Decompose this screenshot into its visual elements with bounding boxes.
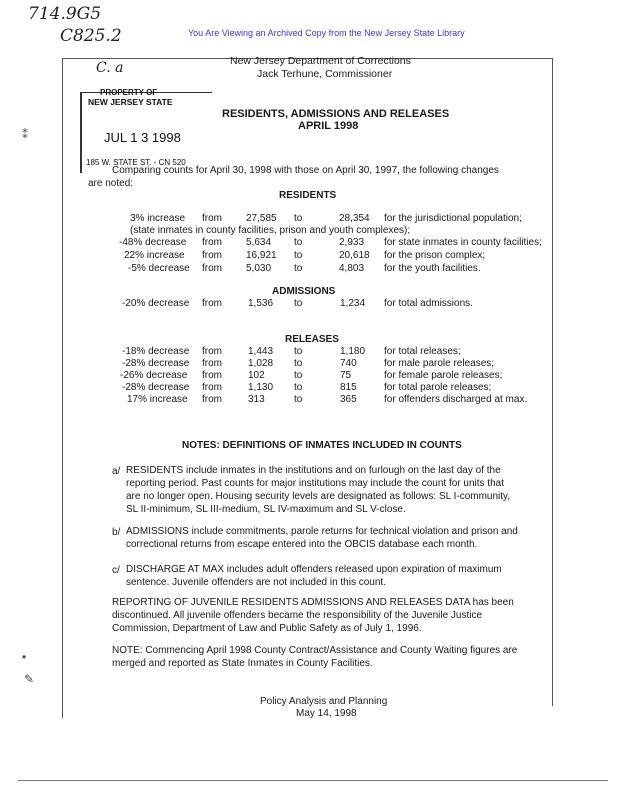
from-value: 313 [248, 394, 265, 405]
row-description: for offenders discharged at max. [384, 394, 528, 405]
pct-change: -48% decrease [119, 237, 187, 248]
handwritten-corner-note: C. a [96, 60, 124, 76]
from-word: from [202, 394, 222, 405]
intro-line-1: Comparing counts for April 30, 1998 with those on April 30, 1997, the following changes [112, 165, 499, 176]
to-word: to [294, 237, 303, 248]
note-a-text: RESIDENTS include inmates in the institutions and on furlough on the last day of the reporting period. Past counts for major institutions may include the count for units that are no longer open. Housing security levels are designated as follows: SL I-community, SL II-minimum, SL III-medium, SL IV-maximum and SL V-close. [126, 465, 511, 515]
to-value: 2,933 [339, 237, 365, 248]
row-description: for the prison complex; [384, 250, 486, 261]
report-title: RESIDENTS, ADMISSIONS AND RELEASES [222, 108, 450, 120]
note-b-text: ADMISSIONS include commitments, parole returns for technical violation and prison and correctional returns from escape entered into the OBCIS database each month. [126, 526, 518, 550]
document-border-left [62, 58, 63, 718]
to-value: 815 [340, 382, 357, 393]
note-c-text: DISCHARGE AT MAX includes adult offenders released upon expiration of maximum sentence. Juvenile offenders are not included in this count. [126, 564, 502, 588]
archive-banner: You Are Viewing an Archived Copy from the New Jersey State Library [188, 28, 465, 38]
handwritten-classification: C825.2 [60, 26, 122, 46]
row-description: for the youth facilities. [384, 263, 481, 274]
to-value: 365 [340, 394, 357, 405]
intro-line-2: are noted: [88, 178, 134, 189]
from-word: from [202, 298, 222, 309]
row-description: for male parole releases; [384, 358, 495, 369]
to-value: 1,180 [340, 346, 366, 357]
from-word: from [202, 250, 222, 261]
to-value: 28,354 [339, 213, 370, 224]
to-word: to [294, 394, 303, 405]
footer-office: Policy Analysis and Planning [260, 696, 388, 707]
from-value: 5,634 [246, 237, 272, 248]
document-border-right [552, 58, 553, 706]
from-value: 27,585 [246, 213, 277, 224]
note-c-label: c/ [112, 565, 120, 576]
row-description: for female parole releases; [384, 370, 503, 381]
pct-change: -18% decrease [122, 346, 190, 357]
releases-heading: RELEASES [285, 334, 339, 345]
scan-artifact: ✎ [24, 672, 35, 686]
stamp-date: JUL 1 3 1998 [104, 130, 181, 145]
from-value: 16,921 [246, 250, 277, 261]
note-a-label: a/ [112, 466, 121, 477]
row-description: for the jurisdictional population; [384, 213, 522, 224]
to-value: 20,618 [339, 250, 370, 261]
scan-artifact: ⁑ [22, 128, 28, 142]
from-word: from [202, 382, 222, 393]
pct-change: 3% increase [130, 213, 186, 224]
pct-change: -28% decrease [122, 382, 190, 393]
stamp-address: 185 W. STATE ST. - CN 520 [86, 158, 186, 167]
to-value: 75 [340, 370, 352, 381]
to-word: to [294, 213, 303, 224]
from-word: from [202, 358, 222, 369]
from-value: 5,030 [246, 263, 272, 274]
row-description: for total admissions. [384, 298, 473, 309]
scan-artifact: • [22, 650, 27, 664]
bottom-rule [18, 780, 608, 781]
pct-change: 22% increase [124, 250, 185, 261]
from-value: 102 [248, 370, 265, 381]
to-value: 1,234 [340, 298, 366, 309]
admissions-heading: ADMISSIONS [272, 286, 336, 297]
county-facilities-note: NOTE: Commencing April 1998 County Contract/Assistance and County Waiting figures are merged and reported as State Inmates in County Facilities. [112, 645, 518, 669]
to-value: 4,803 [339, 263, 365, 274]
from-word: from [202, 370, 222, 381]
footer-date: May 14, 1998 [296, 708, 357, 719]
stamp-property: PROPERTY OF [100, 88, 158, 97]
report-period: APRIL 1998 [298, 120, 359, 132]
row-description: for state inmates in county facilities; [384, 237, 542, 248]
from-word: from [202, 263, 222, 274]
from-word: from [202, 237, 222, 248]
handwritten-call-number: 714.9G5 [28, 4, 102, 24]
commissioner-name: Jack Terhune, Commissioner [257, 68, 393, 80]
pct-change: -20% decrease [122, 298, 190, 309]
from-value: 1,536 [248, 298, 274, 309]
row-description: for total parole releases; [384, 382, 492, 393]
from-value: 1,130 [248, 382, 274, 393]
pct-change: -26% decrease [120, 370, 188, 381]
from-word: from [202, 346, 222, 357]
to-word: to [294, 250, 303, 261]
department-name: New Jersey Department of Corrections [230, 55, 411, 67]
to-word: to [294, 358, 303, 369]
notes-heading: NOTES: DEFINITIONS OF INMATES INCLUDED IN COUNTS [182, 440, 462, 451]
pct-change: 17% increase [127, 394, 188, 405]
residents-note: (state inmates in county facilities, prison and youth complexes); [130, 225, 411, 236]
juvenile-notice: REPORTING OF JUVENILE RESIDENTS ADMISSIONS AND RELEASES DATA has been discontinued. All juvenile offenders became the responsibility of the Juvenile Justice Commission, Department of Law and Public Safety as of July 1, 1996. [112, 597, 514, 634]
to-word: to [294, 263, 303, 274]
to-word: to [294, 382, 303, 393]
pct-change: -5% decrease [128, 263, 190, 274]
to-word: to [294, 370, 303, 381]
residents-heading: RESIDENTS [279, 190, 337, 201]
from-word: from [202, 213, 222, 224]
row-description: for total releases; [384, 346, 461, 357]
pct-change: -28% decrease [122, 358, 190, 369]
from-value: 1,443 [248, 346, 274, 357]
stamp-library: NEW JERSEY STATE [88, 97, 173, 107]
to-value: 740 [340, 358, 357, 369]
to-word: to [294, 298, 303, 309]
note-b-label: b/ [112, 527, 121, 538]
from-value: 1,028 [248, 358, 274, 369]
to-word: to [294, 346, 303, 357]
